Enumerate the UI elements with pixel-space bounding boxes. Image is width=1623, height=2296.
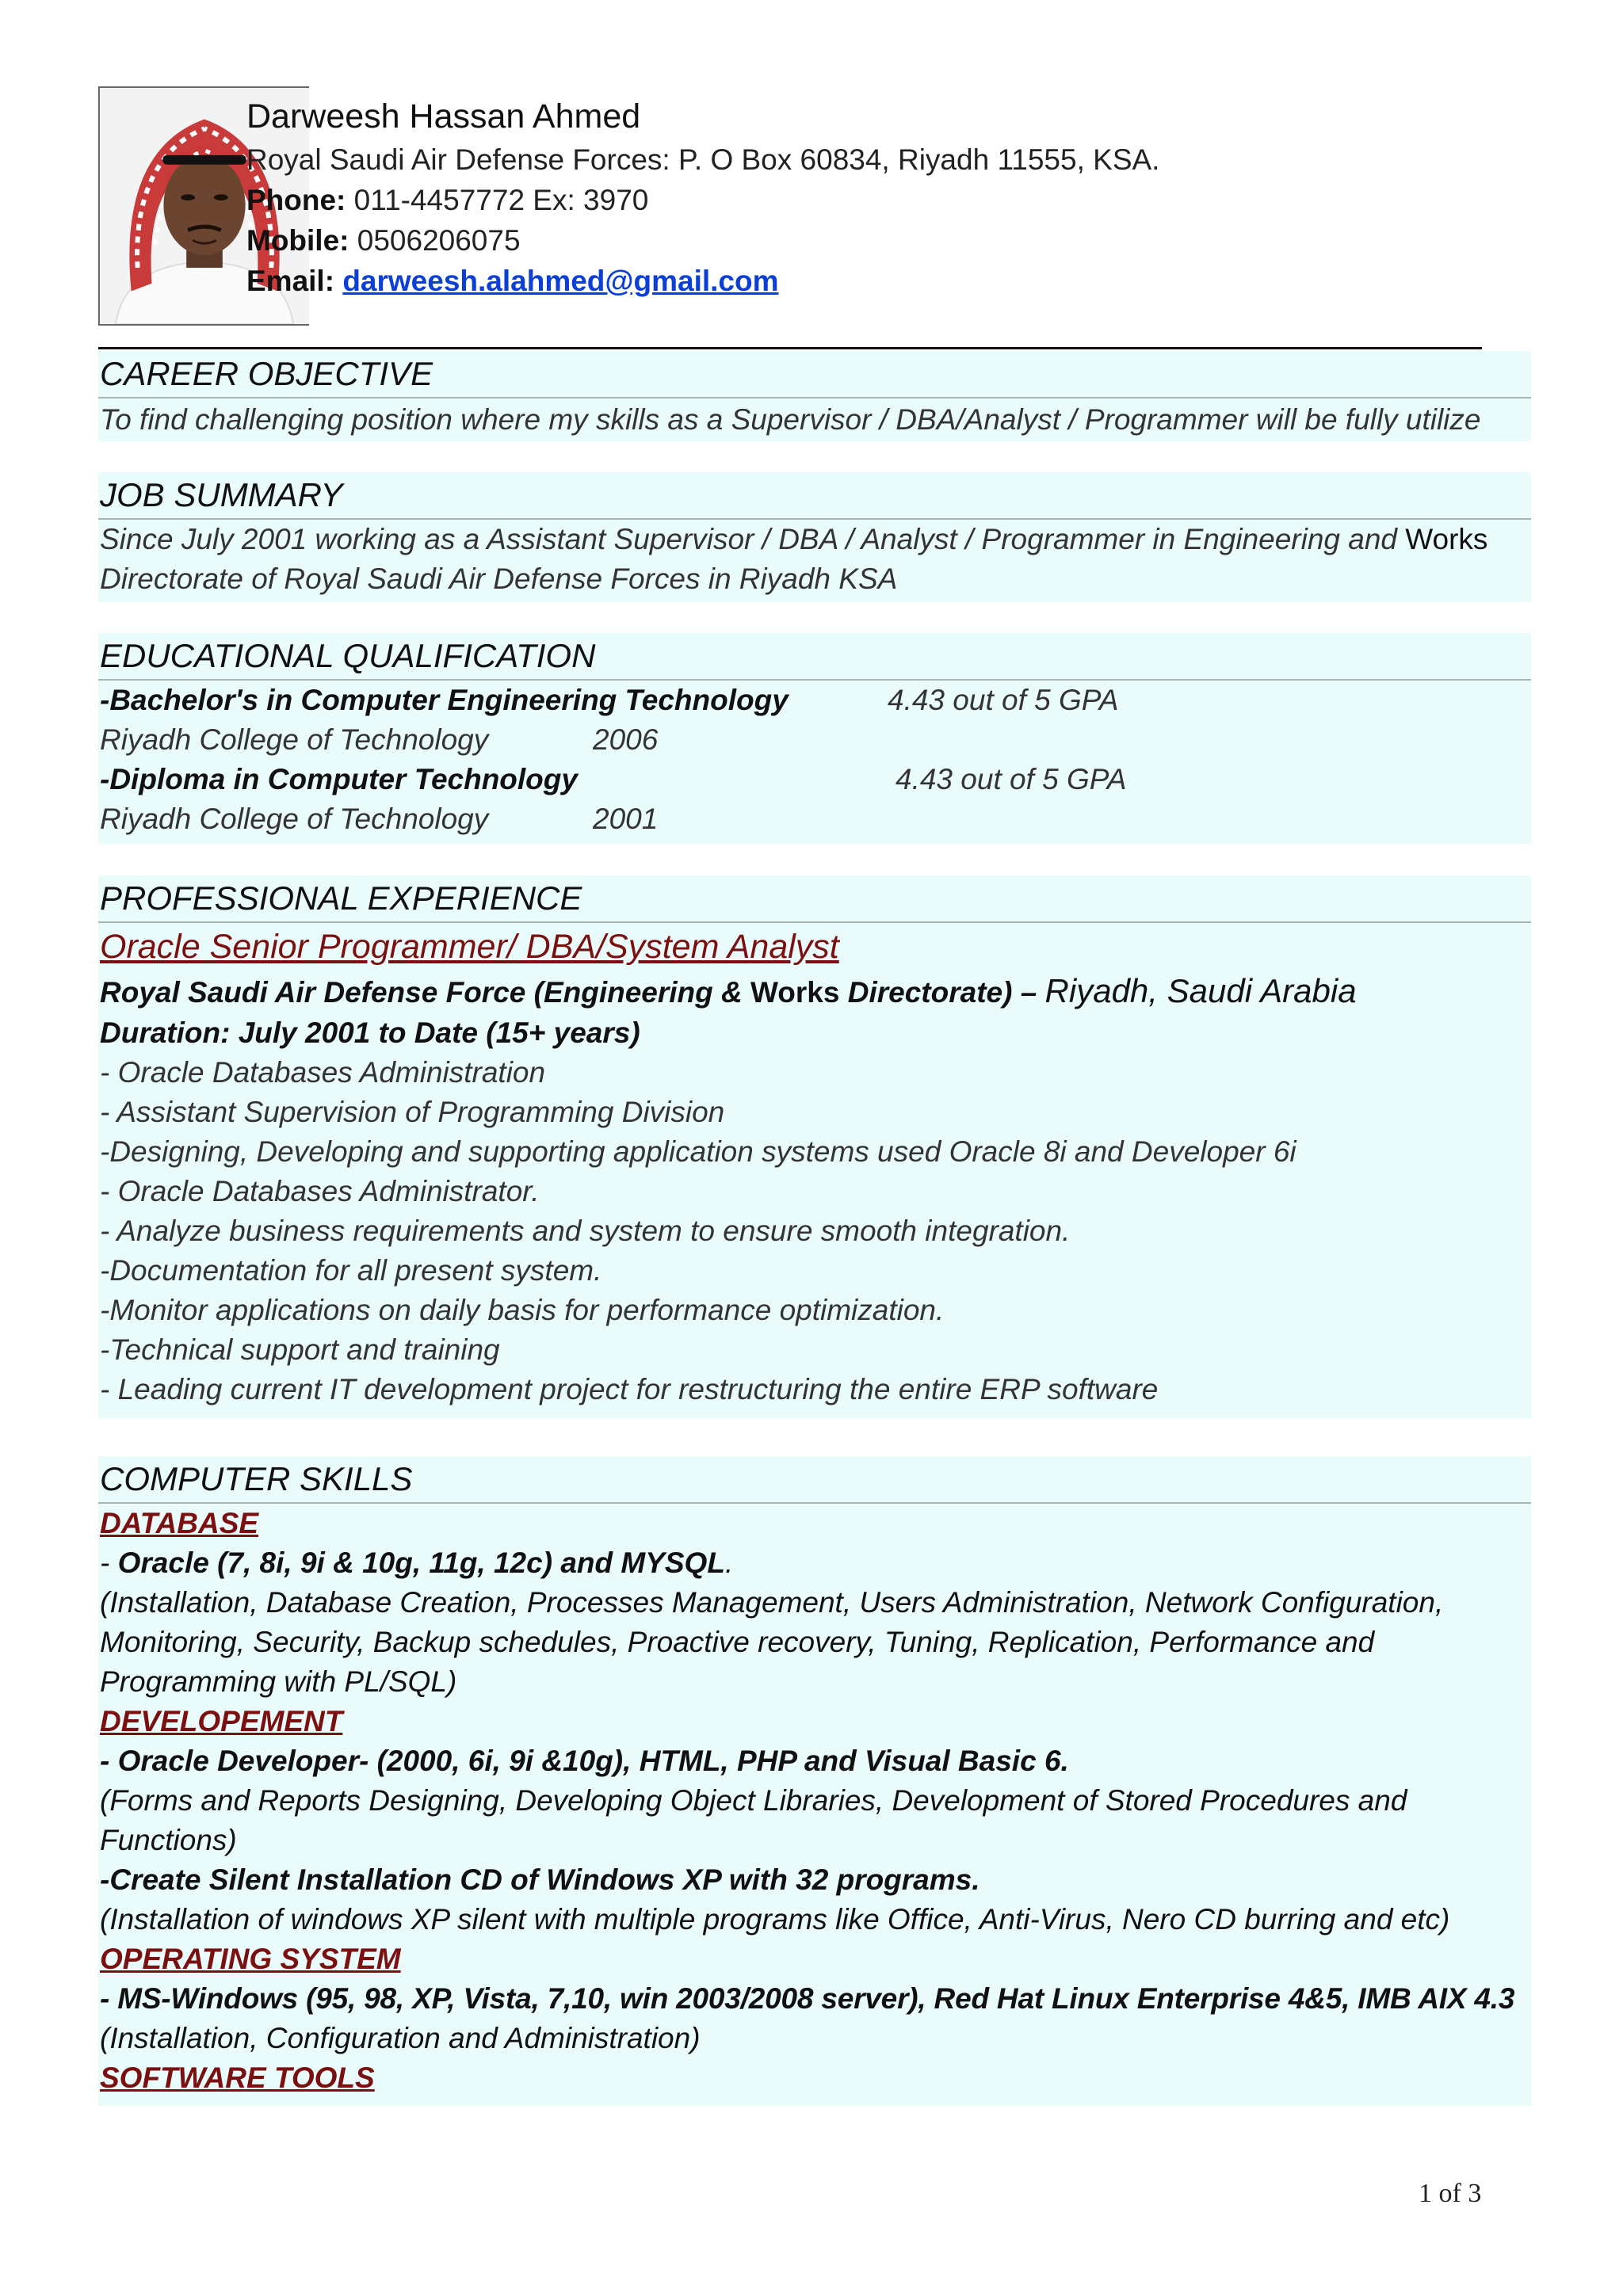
job-title: Oracle Senior Programmer/ DBA/System Analyst [100,928,839,966]
email-link[interactable]: darweesh.alahmed@gmail.com [342,265,779,297]
phone-label: Phone: [246,184,346,216]
education-college-2 [98,799,1531,839]
college-name: Riyadh College of Technology [100,723,489,756]
employer-line [98,971,1531,1013]
job-summary-title: JOB SUMMARY [98,472,1531,520]
header-divider [98,347,1482,349]
employer-part-3: Directorate) – [847,976,1037,1009]
graduation-year: 2001 [593,803,659,835]
database-detail: (Installation, Database Creation, Processes Management, Users Administration, Network Configuration, [100,1586,1444,1619]
duty-item: - Oracle Databases Administration [100,1056,546,1089]
duty-item: - Oracle Databases Administrator. [100,1175,540,1207]
skill-category-development: DEVELOPEMENT [100,1705,343,1737]
duty-item: -Documentation for all present system. [100,1254,602,1287]
experience-title: PROFESSIONAL EXPERIENCE [98,875,1531,923]
database-detail: Monitoring, Security, Backup schedules, Proactive recovery, Tuning, Replication, Performance and [100,1626,1375,1658]
os-main: - MS-Windows (95, 98, XP, Vista, 7,10, win 2003/2008 server), Red Hat Linux Enterprise 4&5, IMB AIX 4.3 [100,1982,1515,2015]
employment-duration: Duration: July 2001 to Date (15+ years) [100,1016,640,1049]
duty-item: -Monitor applications on daily basis for performance optimization. [100,1294,945,1326]
page-number: 1 of 3 [1419,2179,1482,2208]
graduation-year: 2006 [593,723,659,756]
degree-gpa: 4.43 out of 5 GPA [888,684,1119,716]
duty-item: - Leading current IT development project for restructuring the entire ERP software [100,1373,1159,1405]
development-main-2: -Create Silent Installation CD of Windows XP with 32 programs. [100,1863,980,1896]
degree-name: -Bachelor's in Computer Engineering Technology [100,684,789,716]
job-summary-line-1 [98,520,1531,559]
employer-part-1: Royal Saudi Air Defense Force (Engineering & [100,976,743,1009]
contact-block [246,93,1159,301]
job-summary-section [98,472,1531,602]
database-suffix: . [724,1547,734,1579]
education-degree-1 [98,681,1531,720]
career-objective-text: To find challenging position where my skills as a Supervisor / DBA/Analyst / Programmer will be fully utilize [100,403,1481,436]
job-summary-line-1-normal: Works [1405,523,1488,555]
email-line [246,261,1159,301]
employer-part-2: Works [750,976,840,1009]
mobile-line [246,220,1159,261]
mobile-value: 0506206075 [357,224,521,257]
education-title: EDUCATIONAL QUALIFICATION [98,633,1531,681]
education-degree-2 [98,760,1531,799]
education-college-1 [98,720,1531,760]
computer-skills-section [98,1456,1531,2106]
development-detail: Functions) [100,1824,237,1856]
phone-line [246,180,1159,220]
job-summary-line-2: Directorate of Royal Saudi Air Defense Forces in Riyadh KSA [100,563,898,595]
mobile-label: Mobile: [246,224,349,257]
skill-category-software-tools: SOFTWARE TOOLS [100,2061,375,2094]
duty-item: - Assistant Supervision of Programming Division [100,1096,725,1128]
career-objective-section [98,351,1531,441]
development-detail-2: (Installation of windows XP silent with multiple programs like Office, Anti-Virus, Nero CD burring and etc) [100,1903,1450,1936]
employer-location: Riyadh, Saudi Arabia [1044,972,1357,1009]
skill-category-database: DATABASE [100,1507,259,1539]
career-objective-title: CAREER OBJECTIVE [98,351,1531,399]
duty-item: -Designing, Developing and supporting application systems used Oracle 8i and Developer 6i [100,1135,1296,1168]
development-main: - Oracle Developer- (2000, 6i, 9i &10g), HTML, PHP and Visual Basic 6. [100,1745,1069,1777]
address: Royal Saudi Air Defense Forces: P. O Box 60834, Riyadh 11555, KSA. [246,143,1160,176]
duty-item: -Technical support and training [100,1333,500,1366]
database-detail: Programming with PL/SQL) [100,1665,457,1698]
database-list: Oracle (7, 8i, 9i & 10g, 11g, 12c) and MYSQL [117,1547,725,1579]
database-prefix: - [100,1547,118,1579]
duty-item: - Analyze business requirements and system to ensure smooth integration. [100,1215,1071,1247]
job-summary-line-1-italic: Since July 2001 working as a Assistant Supervisor / DBA / Analyst / Programmer in Engineering and [100,523,1397,555]
email-label: Email: [246,265,335,297]
database-main [98,1543,1531,1583]
degree-gpa: 4.43 out of 5 GPA [896,763,1127,795]
education-section [98,633,1531,844]
development-detail: (Forms and Reports Designing, Developing Object Libraries, Development of Stored Procedures and [100,1784,1407,1817]
degree-name: -Diploma in Computer Technology [100,763,578,795]
computer-skills-title: COMPUTER SKILLS [98,1456,1531,1504]
candidate-name: Darweesh Hassan Ahmed [246,97,641,135]
phone-value: 011-4457772 Ex: 3970 [353,184,649,216]
college-name: Riyadh College of Technology [100,803,489,835]
os-detail: (Installation, Configuration and Administration) [100,2022,701,2054]
skill-category-os: OPERATING SYSTEM [100,1943,401,1975]
experience-section [98,875,1531,1418]
